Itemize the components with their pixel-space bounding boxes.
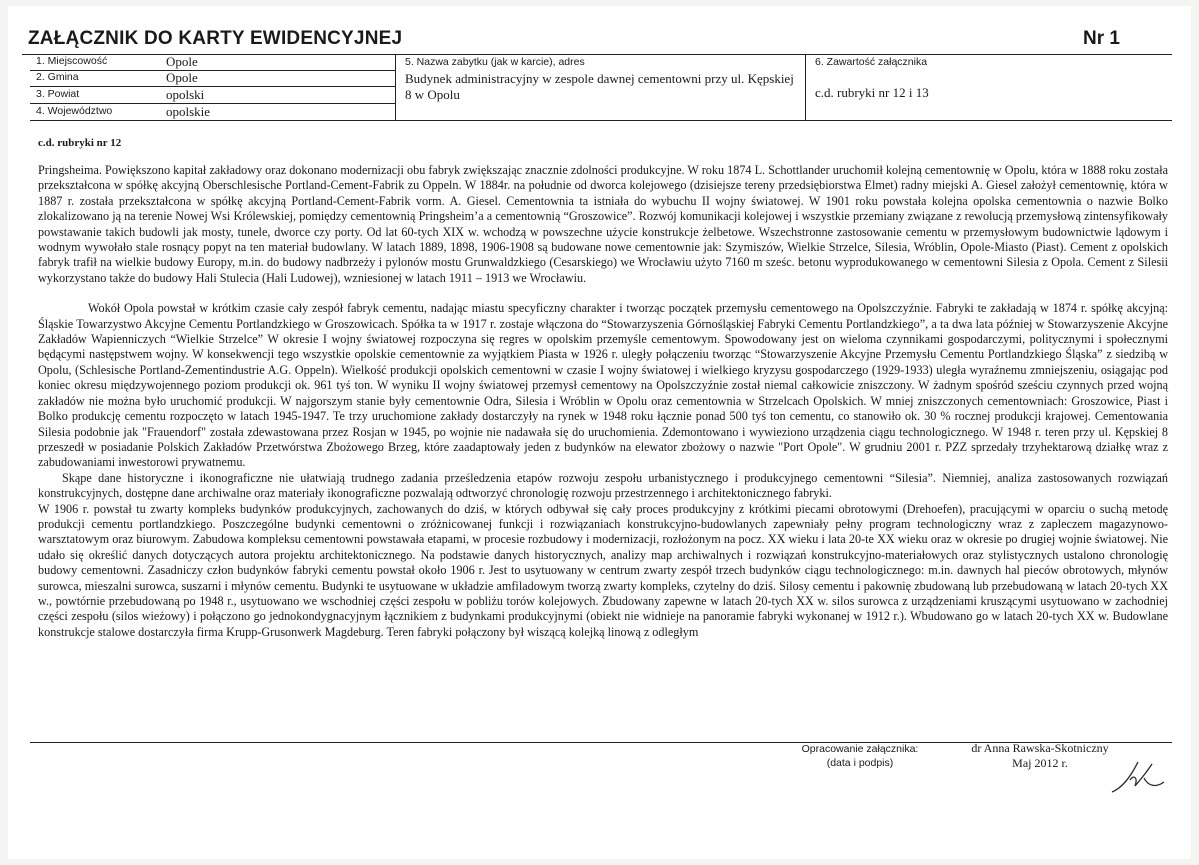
- attachment-number: Nr 1: [1083, 28, 1120, 49]
- field-value: opolski: [166, 87, 205, 102]
- prepared-date: Maj 2012 r.: [1012, 756, 1068, 770]
- field-label: 3. Powiat: [36, 88, 80, 100]
- field-value: Opole: [166, 70, 198, 85]
- monument-value: Budynek administracyjny w zespole dawnej cementowni przy ul. Kępskiej 8 w Opolu: [405, 71, 794, 102]
- info-grid: [30, 54, 1172, 121]
- paragraph: Skąpe dane historyczne i ikonograficzne nie ułatwiają trudnego zadania prześledzenia etapów rozwoju zespołu urbanistycznego i produkcyjnego cementowni “Silesia”. Niemniej, analiza zastosowanych rozwiązań konstrukcyjnych, dostępne dane archiwalne oraz materiały ikonograficzne pozwalają odtworzyć chronologię rozwoju przestrzennego i architektonicznego fabryki.: [38, 470, 1168, 501]
- monument-label: 5. Nazwa zabytku (jak w karcie), adres: [405, 56, 585, 68]
- body-text: [38, 163, 1168, 640]
- document-title: ZAŁĄCZNIK DO KARTY EWIDENCYJNEJ: [28, 28, 403, 49]
- prepared-value-block: [965, 741, 1115, 771]
- field-value: opolskie: [166, 104, 211, 119]
- field-label: 2. Gmina: [36, 71, 79, 83]
- attachment-value: c.d. rubryki nr 12 i 13: [815, 85, 929, 100]
- location-row-county: [30, 87, 395, 104]
- location-row-town: [30, 54, 395, 71]
- attachment-box: [805, 54, 1172, 120]
- document-header: [22, 28, 1172, 55]
- monument-box: [395, 54, 806, 120]
- location-row-commune: [30, 70, 395, 87]
- paragraph: W 1906 r. powstał tu zwarty kompleks budynków produkcyjnych, zachowanych do dziś, w których odbywał się cały proces produkcyjny z krótkimi piecami obrotowymi (Drehoefen), pracującymi w oparciu o suchą metodę produkcji cementu portlandzkiego. Poszczególne budynki cementowni o zróżnicowanej funkcji i rozwiązaniach konstrukcyjno-budowlanych zapewniały pełny program technologiczny wraz z zapleczem magazynowo-warsztatowym oraz biurowym. Zabudowa kompleksu cementowni powstawała etapami, w procesie rozbudowy i modernizacji, rozłożonym na pocz. XX wieku i lata 20-te XX wieku oraz w okresie po drugiej wojnie światowej. Nie udało się określić danych dotyczących autora projektu architektonicznego. Na podstawie danych historycznych, analizy map archiwalnych i rozwiązań konstrukcyjno-materiałowych oraz stylistycznych ustalono chronologię budowy cementowni. Zasadniczy człon budynków fabryki cementu powstał około 1906 r. Jest to usytuowany w centrum zwarty zespół trzech budynków ciągu technologicznego: m.in. dawnych hal pieców obrotowych, młynów surowca, mieszalni surowca, suszarni i młynów cementu. Budynki te usytuowane w układzie amfiladowym tworzą zwarty kompleks, czytelny do dziś. Silosy cementu i pakownię zbudowaną lub przebudowaną w latach 20-tych XX w., powtórnie przebudowaną po 1948 r., usytuowano we wschodniej części zespołu w pobliżu torów kolejowych. Zbudowany zapewne w latach 20-tych XX w. silos surowca z urządzeniami kruszącymi usytuowano w zachodniej części zespołu (silos wieżowy) i połączono go jednokondygnacyjnym łącznikiem z budynkami produkcyjnymi (obiekt nie widnieje na panoramie fabryki wykonanej w 1912 r.). Wbudowano go w latach 20-tych XX w. Budowlane konstrukcje stalowe dostarczyła firma Krupp-Grusonwerk Magdeburg. Teren fabryki połączony był wiszącą kolejką linową z odległym: [38, 501, 1168, 639]
- field-label: 1. Miejscowość: [36, 55, 108, 67]
- prepared-sublabel: (data i podpis): [826, 757, 894, 769]
- prepared-label-block: [790, 742, 930, 770]
- section-title: c.d. rubryki nr 12: [38, 137, 122, 149]
- field-value: Opole: [166, 54, 198, 69]
- location-box: [30, 54, 396, 120]
- author-name: dr Anna Rawska-Skotniczny: [971, 741, 1109, 755]
- signature-icon: [1108, 748, 1168, 798]
- paragraph: Wokół Opola powstał w krótkim czasie cały zespół fabryk cementu, nadając miastu specyficzny charakter i tworząc początek przemysłu cementowego na Opolszczyźnie. Fabryki te zakładają w 1874 r. spółkę akcyjną: Śląskie Towarzystwo Akcyjne Cementu Portlandzkiego w Groszowicach. Spółka ta w 1917 r. zostaje włączona do “Stowarzyszenia Górnośląskiej Fabryki Cementu Portlandzkiego”, a ta dwa lata później w Stowarzyszenie Akcyjne Zakładów Wapienniczych “Wielkie Strzelce” W okresie I wojny światowej rozpoczyna się regres w opolskim przemyśle cementowym. Spowodowany jest on wieloma czynnikami gospodarczymi, politycznymi i społecznymi będącymi następstwem wojny. W konsekwencji tego wszystkie opolskie cementownie za wyjątkiem Piasta w 1926 r. uległy połączeniu tworząc “Stowarzyszenie Akcyjne Przemysłu Cementu Portlandzkiego Śląska” z siedzibą w Opolu, (Schlesische Portland-Zementindustrie A.G. Oppeln). Wielkość produkcji opolskich cementowni w czasie I wojny światowej i wielkiego kryzysu gospodarczego (1929-1933) uległa wyraźnemu zmniejszeniu, osiągając pod koniec okresu międzywojennego poziom produkcji ok. 961 tyś ton. W wyniku II wojny światowej przemysł cementowy na Opolszczyźnie został niemal całkowicie zniszczony. W żadnym spośród sześciu czynnych przed wojną zakładów nie można było uruchomić produkcji. W najgorszym stanie były cementownie Odra, Silesia i Wróblin w Opolu oraz cementownia w Strzelcach Opolskich. W mniej zniszczonych cementowniach: Groszowice, Piast i Bolko produkcję cementu rozpoczęto w latach 1945-1947. Te trzy uruchomione zakłady dostarczyły na rynek w 1948 roku łącznie ponad 500 tyś ton cementu, co stanowiło ok. 30 % rocznej produkcji krajowej. Cementowania Silesia podobnie jak "Frauendorf" została zdewastowana przez Rosjan w 1945, po wojnie nie nadawała się do uruchomienia. Zdemontowano i wywieziono urządzenia ciągu technologicznego. W 1948 r. teren przy ul. Kępskiej 8 przeszedł w posiadanie Polskich Zakładów Przetwórstwa Zbożowego Brzeg, które zaadaptowały jeden z budynków na elewator zbożowy o nazwie "Port Opole". W grudniu 2001 r. PZZ sprzedały trzyhektarową działkę wraz z zabudowaniami inwestorowi prywatnemu.: [38, 301, 1168, 470]
- attachment-label: 6. Zawartość załącznika: [815, 56, 928, 68]
- prepared-label: Opracowanie załącznika:: [801, 743, 919, 755]
- location-row-voivodeship: [30, 104, 395, 120]
- field-label: 4. Województwo: [36, 105, 113, 117]
- paragraph: Pringsheima. Powiększono kapitał zakładowy oraz dokonano modernizacji obu fabryk zwiększając znacznie zdolności produkcyjne. W roku 1874 L. Schottlander uruchomił kolejną cementownię w Opolu, która w 1888 roku została przekształcona w spółkę akcyjną Oberschlesische Portland-Cement-Fabrik zu Oppeln. W 1884r. na południe od dworca kolejowego (dzisiejsze tereny przedsiębiorstwa Elmet) radny miejski A. Giesel założył cementownię, która w 1887 r. została przekształcona w spółkę akcyjną Portland-Cement-Fabrik vorm. A. Giesel. Cementownia ta istniała do wybuchu II wojny światowej. W 1901 roku powstała kolejna opolska cementownia o nazwie Bolko zlokalizowano ją na terenie Nowej Wsi Królewskiej, pomiędzy cementownią Pringsheim’a a cementownią “Groszowice”. Rozwój komunikacji kolejowej i wszystkie przemiany związane z rewolucją przemysłową zintensyfikowały powstawanie takich budowli jak mosty, tunele, dworce czy porty. Od lat 60-tych XIX w. wchodzą w powszechne użycie konstrukcje żelbetowe. Wszechstronne zastosowanie cementu w przemysłowym budownictwie lądowym i wodnym wywołało stale rosnący popyt na ten materiał budowlany. W latach 1889, 1898, 1906-1908 są budowane nowe cementownie jak: Szymiszów, Wielkie Strzelce, Silesia, Wróblin, Opole-Miasto (Piast). Cement z opolskich fabryk trafił na wielkie budowy Europy, m.in. do budowy nadbrzeży i pylonów mostu Grunwaldzkiego (Cesarskiego) we Wrocławiu użyto 7160 m sześc. betonu wyprodukowanego w cementowni Silesia z Opola. Cement z Silesii wykorzystano także do budowy Hali Stulecia (Hali Ludowej), wzniesionej w latach 1911 – 1913 we Wrocławiu.: [38, 163, 1168, 285]
